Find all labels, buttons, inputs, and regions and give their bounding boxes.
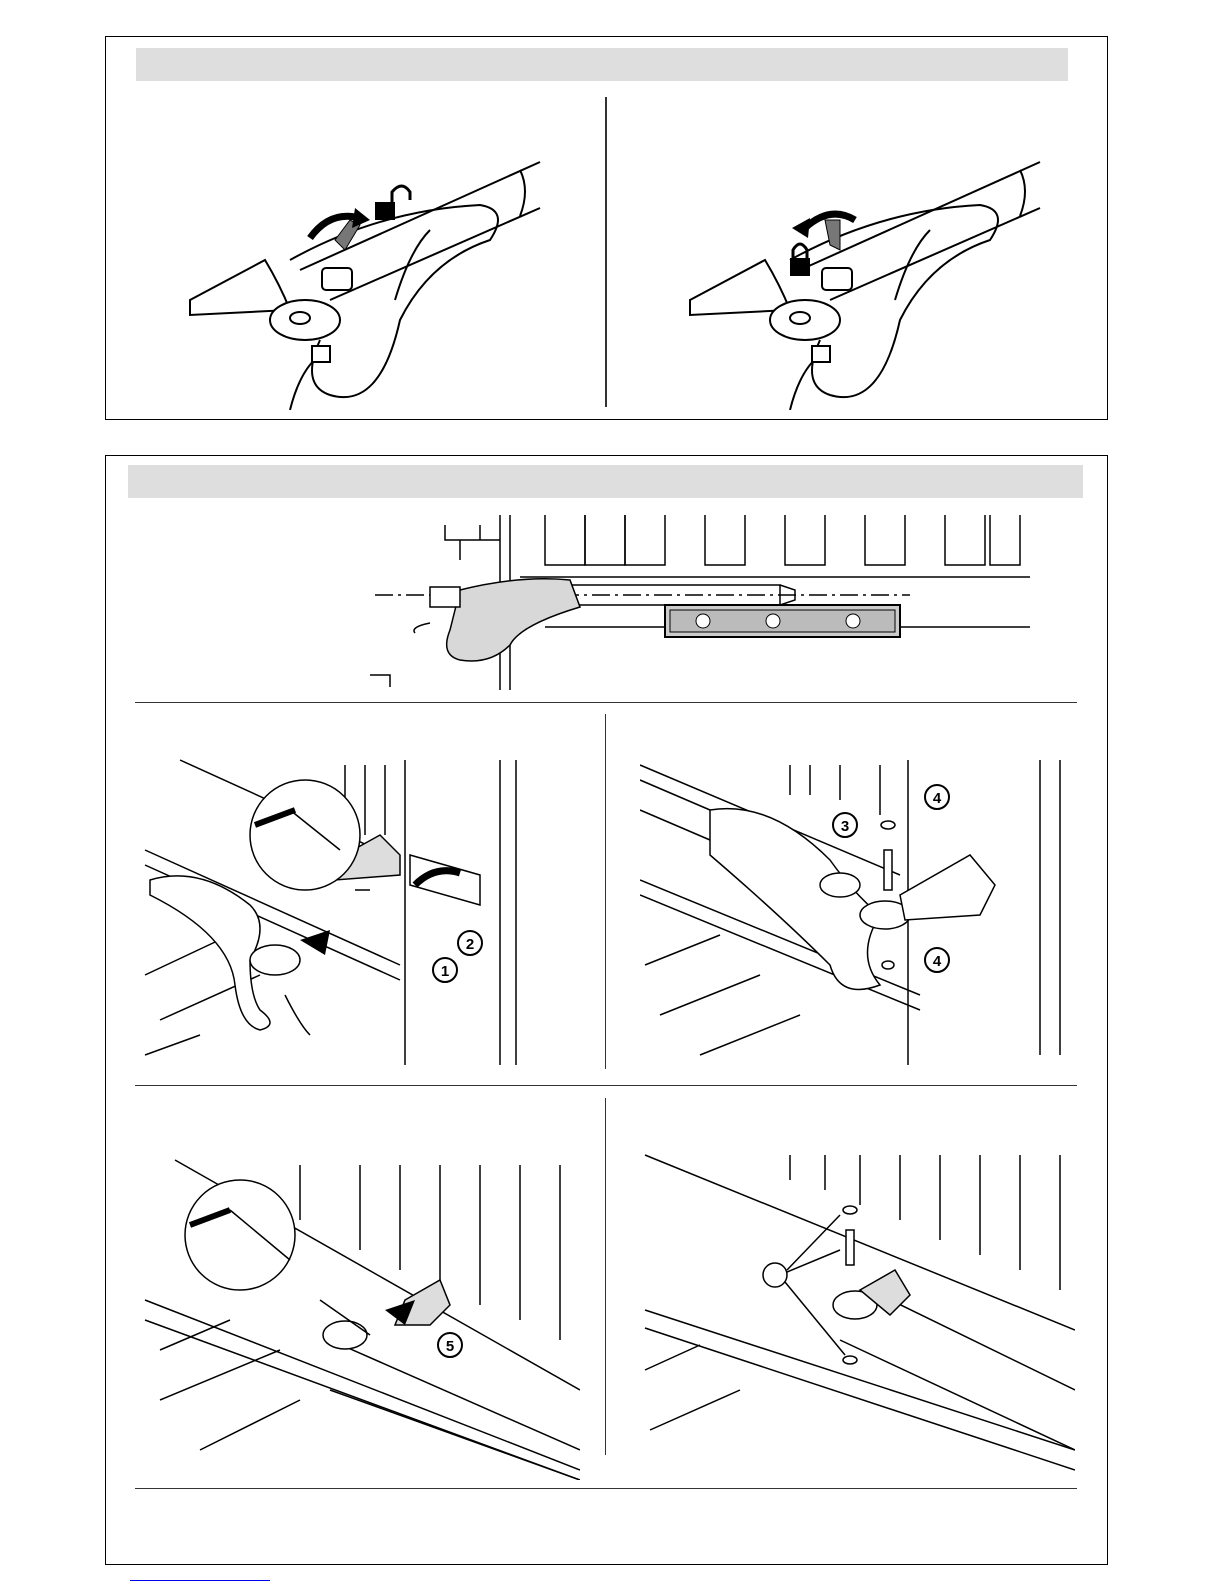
panel-rear-bracket xyxy=(140,1150,580,1480)
operator-lock-illustration xyxy=(680,150,1060,410)
footer-link-underline[interactable] xyxy=(130,1580,270,1581)
callout-5: 5 xyxy=(445,1338,455,1355)
callout-1: 1 xyxy=(440,963,450,980)
figure-header-band-bottom xyxy=(128,465,1083,498)
front-bracket-illustration xyxy=(140,755,580,1070)
rear-pin-illustration xyxy=(640,1150,1075,1480)
callout-2: 2 xyxy=(465,936,475,953)
rear-bracket-illustration xyxy=(140,1150,580,1480)
figure-header-band-top xyxy=(136,48,1068,81)
separator-bottom xyxy=(135,1488,1077,1489)
panel-rear-pin xyxy=(640,1150,1075,1480)
panel-release-lock xyxy=(680,150,1060,410)
panel-front-bracket xyxy=(140,755,580,1070)
callout-4-top: 4 xyxy=(932,790,942,807)
separator-middle xyxy=(135,1085,1077,1086)
lock-padlock-icon xyxy=(790,244,810,276)
separator-level xyxy=(135,702,1077,703)
callout-3: 3 xyxy=(840,818,850,835)
panel-divider-top xyxy=(605,97,607,407)
panel-level-alignment xyxy=(370,515,1030,695)
panel-divider-bottom xyxy=(605,1098,606,1455)
operator-unlock-illustration xyxy=(180,150,560,410)
spirit-level-icon xyxy=(665,605,900,637)
panel-release-unlock xyxy=(180,150,560,410)
panel-pin-assembly xyxy=(640,755,1070,1070)
level-alignment-illustration xyxy=(370,515,1030,695)
panel-divider-middle xyxy=(605,714,606,1069)
callout-4-bottom: 4 xyxy=(932,953,942,970)
pin-assembly-illustration xyxy=(640,755,1070,1070)
